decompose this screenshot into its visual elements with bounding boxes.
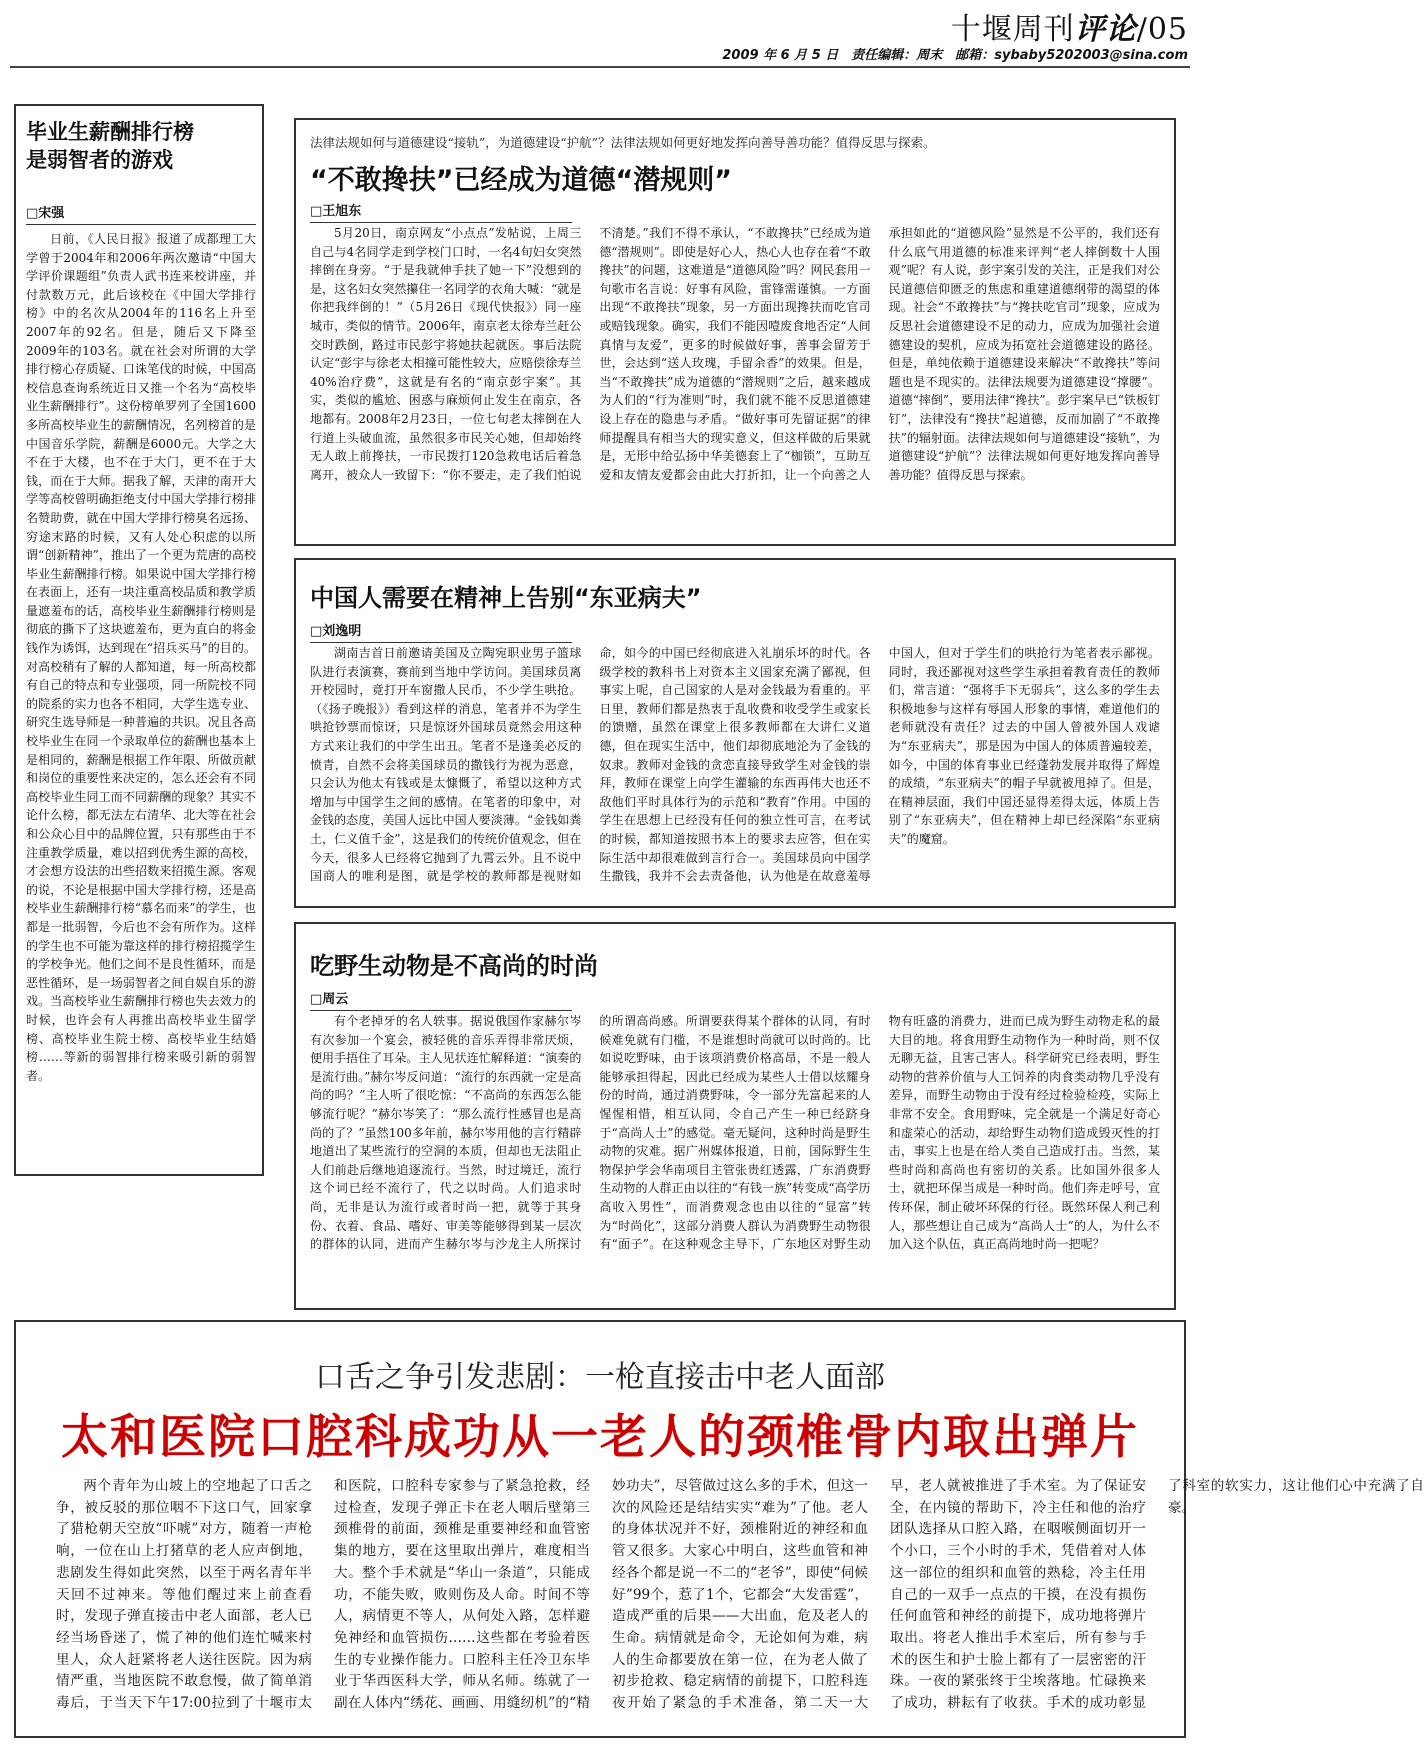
left-article-body: 日前，《人民日报》报道了成都理工大学曾于2004年和2006年两次邀请“中国大学评价课题组”负责人武书连来校讲座，并付款数万元，此后该校在《中国大学排行榜》中的名次从2004年的116名上升至2007年的92名。但是，随后又下降至2009年的103名。就在社会对所谓的大学排行榜心存质疑、口诛笔伐的时候，中国高校信息查询系统近日又推一个名为“高校毕业生薪酬排行”。这份榜单罗列了全国1600多所高校毕业生的薪酬情况，名列榜首的是中国音乐学院，薪酬是6000元。大学之大不在于大楼，也不在于大门，更不在于大钱，而在于大师。据我了解，天津的南开大学等高校曾明确拒绝支付中国大学排行榜排名赞助费，就在中国大学排行榜臭名远扬、穷途末路的时候，又有人处心积虑的以所谓“创新精神”，推出了一个更为荒唐的高校毕业生薪酬排行榜。如果说中国大学排行榜在表面上，还有一块注重高校品质和教学质量遮羞布的话，高校毕业生薪酬排行榜则是彻底的撕下了这块遮羞布，更为直白的将金钱作为诱饵，达到现在“招兵买马”的目的。对高校稍有了解的人都知道，每一所高校都有自己的特点和专业强项，同一所院校不同的院系的实力也各不相同，大学生选专业、研究生选导师是一种普遍的共识。况且各高校毕业生在同一个录取单位的薪酬也基本上是相同的，薪酬是根据工作年限、所做贡献和岗位的重要性来决定的，怎么还会有不同高校毕业生同工而不同薪酬的现象？其实不论什么榜，都无法左右清华、北大等在社会和公众心目中的品牌位置，只有那些由于不注重教学质量，难以招到优秀生源的高校，才会想方设法的出些招数来招揽生源。客观的说，不论是根据中国大学排行榜，还是高校毕业生薪酬排行榜“慕名而来”的学生，也都是一批弱智，今后也不会有所作为。这样的学生也不可能为靠这样的排行榜招揽学生的学校争光。他们之间不是良性循环，而是恶性循环，是一场弱智者之间自娱自乐的游戏。当高校毕业生薪酬排行榜也失去效力的时候，也许会有人再推出高校毕业生留学榜、高校毕业生院士榜、高校毕业生结婚榜……等新的弱智排行榜来吸引新的弱智者。 — [26, 232, 256, 1083]
article-sick-man-title: 中国人需要在精神上告别“东亚病夫” — [310, 584, 702, 612]
page-number: /05 — [1136, 12, 1188, 47]
section-name: 评论 — [1074, 12, 1137, 47]
article-moral-byline: □王旭东 — [310, 200, 572, 223]
article-moral-intro: 法律法规如何与道德建设“接轨”，为道德建设“护航”？法律法规如何更好地发挥向善导善功能？值得反思与探索。 — [310, 135, 936, 150]
bottom-kicker: 口舌之争引发悲剧：一枪直接击中老人面部 — [315, 1360, 885, 1395]
article-wildlife-title: 吃野生动物是不高尚的时尚 — [310, 952, 598, 980]
article-sick-man — [294, 558, 1176, 908]
article-moral-body: 5月20日，南京网友“小点点”发帖说，上周三自己与4名同学走到学校门口时，一名4旬妇女突然摔倒在身旁。“于是我就伸手扶了她一下”没想到的是，这名妇女突然攥住一名同学的衣角大喊：“就是你把我绊倒的！”（5月26日《现代快报》）同一座城市，类似的情节。2006年，南京老太徐寿兰赶公交时跌倒，路过市民彭宇将她扶起就医。事后法院认定“彭宇与徐老太相撞可能性较大，应赔偿徐寿兰40%治疗费”，这就是有名的“南京彭宇案”。其实，类似的尴尬、困惑与麻烦何止发生在南京，各地都有。2008年2月23日，一位七旬老太摔倒在人行道上头破血流，虽然很多市民关心她，但却始终无人敢上前搀扶，一市民拨打120急救电话后着急离开，被众人一致留下：“你不要走，走了我们怕说不清楚。”我们不得不承认，“不敢搀扶”已经成为道德“潜规则”。即使是好心人，热心人也存在着“不敢搀扶”的问题，这难道是“道德风险”吗？网民套用一句歌市名言说：好事有风险，雷锋需谨慎。一方面出现“不敢搀扶”现象，另一方面出现搀扶而吃官司或赔钱现象。确实，我们不能因噎废食地否定“人间真情与友爱”，更多的时候做好事，善事会留芳于世，会达到“送人玫瑰，手留余香”的效果。但是，当“不敢搀扶”成为道德的“潜规则”之后，越来越成为人们的“行为准则”时，我们就不能不反思道德建设上存在的隐患与矛盾。“做好事可先留证据”的律师提醒具有相当大的现实意义，但这样做的后果就是，无形中给弘扬中华美德套上了“枷锁”，互助互爱和友情友爱都会由此大打折扣，让一个向善之人承担如此的“道德风险”显然是不公平的，我们还有什么底气用道德的标准来评判“老人摔倒数十人围观”呢？有人说，彭宇案引发的关注，正是我们对公民道德信仰匮乏的焦虑和重建道德纲带的渴望的体现。社会“不敢搀扶”与“搀扶吃官司”现象，应成为反思社会道德建设不足的动力，应成为加强社会道德建设的契机，应成为拓宽社会道德建设的路径。但是，单纯依赖于道德建设来解决“不敢搀扶”等问题也是不现实的。法律法规要为道德建设“撑腰”。道德“摔倒”，要用法律“搀扶”。彭宇案早已“铁板钉钉”，法律没有“搀扶”起道德，反而加剧了“不敢搀扶”的辐射面。法律法规如何与道德建设“接轨”，为道德建设“护航”？法律法规如何更好地发挥向善导善功能？值得反思与探索。 — [310, 226, 1160, 482]
article-sick-man-byline: □刘逸明 — [310, 620, 572, 643]
paper-name: 十堰周刊 — [950, 12, 1075, 47]
bottom-feature — [14, 1320, 1424, 1738]
bottom-headline: 太和医院口腔科成功从一老人的颈椎骨内取出弹片 — [61, 1410, 1139, 1465]
left-article-title: 毕业生薪酬排行榜 是弱智者的游戏 — [26, 120, 194, 172]
date-editor-line: 2009 年 6 月 5 日 责任编辑：周末 邮箱：sybaby5202003@sina.com — [722, 48, 1188, 63]
masthead — [951, 4, 1188, 48]
left-article-byline: □宋强 — [26, 202, 256, 225]
article-wildlife — [294, 922, 1176, 1310]
header-rule — [10, 66, 1190, 68]
left-article — [14, 104, 264, 1176]
article-moral — [294, 118, 1176, 546]
article-wildlife-body: 有个老掉牙的名人轶事。据说俄国作家赫尔岑有次参加一个宴会，被轻佻的音乐弄得非常厌烦，便用手捂住了耳朵。主人见状连忙解释道：“演奏的是流行曲。”赫尔岑反问道：“流行的东西就一定是高尚的吗？”主人听了很吃惊：“不高尚的东西怎么能够流行呢？”赫尔岑笑了：“那么流行性感冒也是高尚的了？”虽然100多年前，赫尔岑用他的言行精辟地道出了某些流行的空洞的本质，但却也无法阻止人们前赴后继地追逐流行。当然，时过境迁，流行这个词已经不流行了，代之以时尚。人们追求时尚，无非是认为流行或者时尚一把，就等于其身份、衣着、食品、嗜好、审美等能够得到某一层次的群体的认同，进而产生赫尔岑与沙龙主人所探讨的所谓高尚感。所谓要获得某个群体的认同，有时候难免就有门槛，不是谁想时尚就可以时尚的。比如说吃野味，由于该项消费价格高昂，不是一般人能够承担得起，因此已经成为某些人士借以炫耀身份的时尚，通过消费野味，令一部分先富起来的人惺惺相惜，相互认同，令自己产生一种已经跻身于“高尚人士”的感觉。毫无疑问，这种时尚是野生动物的灾难。据广州媒体报道，日前，国际野生生物保护学会华南项目主管张贵红透露，广东消费野生动物的人群正由以往的“有钱一族”转变成“高学历高收入男性”，而消费观念也由以往的“显富”转为“时尚化”，这部分消费人群认为消费野生动物很有“面子”。在这种观念主导下，广东地区对野生动物有旺盛的消费力，进而已成为野生动物走私的最大目的地。将食用野生动物作为一种时尚，则不仅无聊无益，且害己害人。科学研究已经表明，野生动物的营养价值与人工饲养的肉食类动物几乎没有差异，而野生动物由于没有经过检验检疫，实际上非常不安全。食用野味，完全就是一个满足好奇心和虚荣心的活动，却给野生动物们造成毁灭性的打击，事实上也是在给人类自己造成打击。当然，某些时尚和高尚也有密切的关系。比如国外很多人士，就把环保当成是一种时尚。他们奔走呼号，宣传环保，制止破坏环保的行径。既然环保人利己利人，那些想让自己成为“高尚人士”的人，为什么不加入这个队伍，真正高尚地时尚一把呢？ — [310, 1014, 1160, 1252]
bottom-body: 两个青年为山坡上的空地起了口舌之争，被反驳的那位咽不下这口气，回家拿了猎枪朝天空放“吓唬”对方，随着一声枪响，一位在山上打猪草的老人应声倒地，悲剧发生得如此突然，以至于两名青年半天回不过神来。等他们醒过来上前查看时，发现子弹直接击中老人面部，老人已经当场昏迷了，慌了神的他们连忙喊来村里人，众人赶紧将老人送往医院。因为病情严重，当地医院不敢怠慢，做了简单消毒后，于当天下午17:00拉到了十堰市太和医院，口腔科专家参与了紧急抢救，经过检查，发现子弹正卡在老人咽后壁第三颈椎骨的前面，颈椎是重要神经和血管密集的地方，要在这里取出弹片，难度相当大。整个手术就是“华山一条道”，只能成功，不能失败，败则伤及人命。时间不等人，病情更不等人，从何处入路，怎样避免神经和血管损伤……这些都在考验着医生的专业操作能力。口腔科主任冷卫东毕业于华西医科大学，师从名师。练就了一副在人体内“绣花、画画、用缝纫机”的“精妙功夫”，尽管做过这么多的手术，但这一次的风险还是结结实实“难为”了他。老人的身体状况并不好，颈椎附近的神经和血管又很多。大家心中明白，这些血管和神经各个都是说一不二的“老爷”，即使“伺候好”99个，惹了1个，它都会“大发雷霆”，造成严重的后果——大出血，危及老人的生命。病情就是命令，无论如何为难，病人的生命都要放在第一位，在为老人做了初步抢救、稳定病情的前提下，口腔科连夜开始了紧急的手术准备，第二天一大早，老人就被推进了手术室。为了保证安全，在内镜的帮助下，冷主任和他的治疗团队选择从口腔入路，在咽喉侧面切开一个小口，三个小时的手术，凭借着对人体这一部位的组织和血管的熟稔，冷主任用自己的一双手一点点的干摸，在没有损伤任何血管和神经的前提下，成功地将弹片取出。将老人推出手术室后，所有参与手术的医生和护士脸上都有了一层密密的汗珠。一夜的紧张终于尘埃落地。忙碌换来了成功，耕耘有了收获。手术的成功彰显了科室的软实力，这让他们心中充满了自豪。 — [56, 1478, 1424, 1712]
article-wildlife-byline: □周云 — [310, 988, 572, 1011]
article-moral-title: “不敢搀扶”已经成为道德“潜规则” — [310, 165, 732, 196]
article-sick-man-body: 湖南吉首日前邀请美国及立陶宛职业男子篮球队进行表演赛，赛前到当地中学访问。美国球员离开校园时，竟打开车窗撒人民币，不少学生哄抢。（《扬子晚报》）看到这样的消息，笔者并不为学生哄抢钞票而惊讶，只是惊讶外国球员竟然会用这种方式来让我们的中学生出丑。笔者不是逢美必反的愤青，自然不会将美国球员的撒钱行为视为恶意，只会认为他太有钱或是太慷慨了，希望以这种方式增加与中国学生之间的感情。在笔者的印象中，对金钱的态度，美国人远比中国人要淡薄。“金钱如粪土，仁义值千金”，这是我们的传统价值观念，但在今天，很多人已经将它抛到了九霄云外。且不说中国商人的唯利是图，就是学校的教师都是视财如命，如今的中国已经彻底进入礼崩乐坏的时代。各级学校的教科书上对资本主义国家充满了鄙视，但事实上呢，自己国家的人是对金钱最为看重的。平日里，教师们都是热衷于乱收费和收受学生或家长的馈赠，虽然在课堂上很多教师都在大讲仁义道德，但在现实生活中，他们却彻底地沦为了金钱的奴隶。教师对金钱的贪恋直接导致学生对金钱的崇拜，教师在课堂上向学生灌输的东西再伟大也还不敌他们平时具体行为的示范和“教育”作用。中国的学生在思想上已经没有任何的独立性可言，在考试的时候，都知道按照书本上的要求去应答，但在实际生活中却很难做到言行合一。美国球员向中国学生撒钱，我并不会去责备他，认为他是在故意羞辱中国人，但对于学生们的哄抢行为笔者表示鄙视。同时，我还鄙视对这些学生承担着教育责任的教师们，常言道：“强将手下无弱兵”，这么多的学生去积极地参与这样有辱国人形象的事情，难道他们的老师就没有责任？过去的中国人曾被外国人戏谑为“东亚病夫”，那是因为中国人的体质普遍较差，如今，中国的体育事业已经蓬勃发展并取得了辉煌的成绩，“东亚病夫”的帽子早就被甩掉了。但是，在精神层面，我们中国还显得差得太远，体质上告别了“东亚病夫”，但在精神上却已经深陷“东亚病夫”的魔窟。 — [310, 646, 1160, 884]
